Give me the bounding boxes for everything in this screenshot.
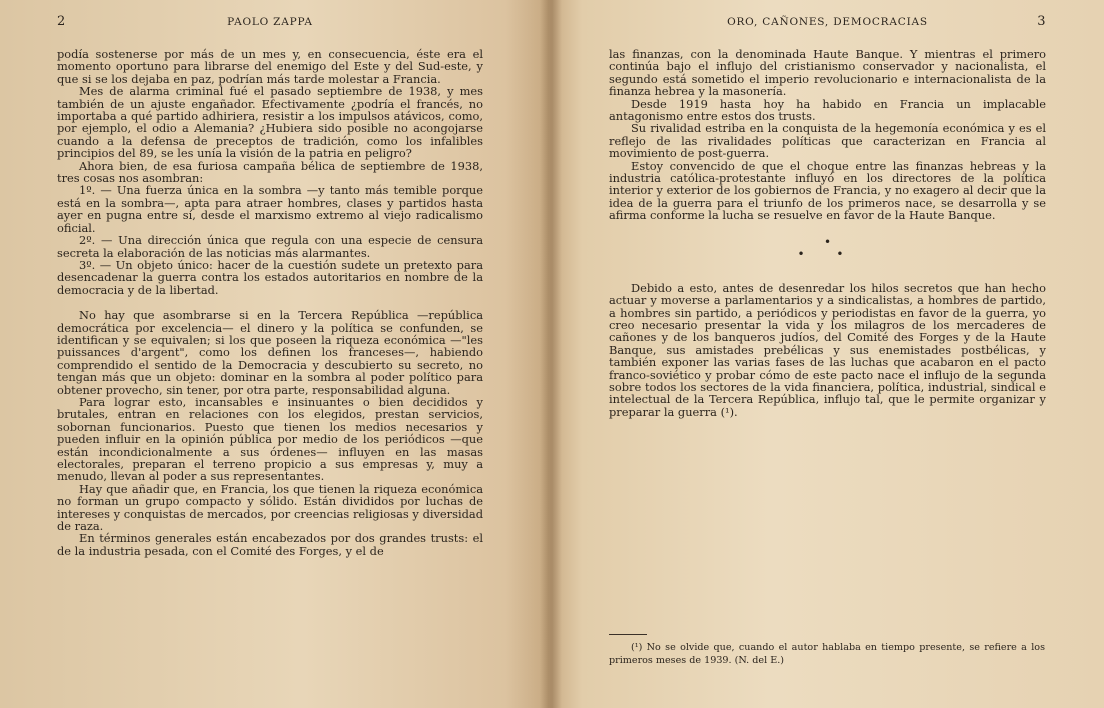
paragraph: Hay que añadir que, en Francia, los que tienen la riqueza económica no forman un grupo compacto y sólido. Están divididos por luchas de intereses y conquistas de mercados, por creencias religiosas y diversidad de raza.: [57, 481, 483, 534]
right-page-number: 3: [1037, 14, 1046, 29]
paragraph: 3º. — Un objeto único: hacer de la cuestión sudete un pretexto para desencadenar la guerra contra los estados autoritarios en nombre de la democracia y de la libertad.: [57, 257, 483, 297]
left-running-head: [57, 14, 483, 36]
section-break-top: •: [823, 234, 832, 249]
left-page: [0, 0, 549, 708]
right-running-head: [609, 14, 1046, 36]
paragraph: Su rivalidad estriba en la conquista de la hegemonía económica y es el reflejo de las rivalidades políticas que caracterizan en Francia al movimiento de post-guerra.: [609, 121, 1046, 161]
paragraph: Mes de alarma criminal fué el pasado septiembre de 1938, y mes también de un ajuste engañador. Efectivamente ¿podría el francés, no importaba a qué partido adhiriera, resistir a los impulsos atávicos, como, por ejemplo, el odio a Alemania? ¿Hubiera sido posible no acongojarse cuando a la defensa de preceptos de tradición, como los infalibles principios del 89, se les unía la visión de la patria en peligro?: [57, 84, 483, 161]
left-page-text: [57, 48, 483, 557]
right-header-title: ORO, CAÑONES, DEMOCRACIAS: [727, 16, 928, 28]
paragraph: Debido a esto, antes de desenredar los hilos secretos que han hecho actuar y moverse a parlamentarios y a sindicalistas, a hombres de partido, a hombres sin partido, a periódicos y periodistas en favor de la guerra, yo creo necesario presentar la vida y los milagros de los mercaderes de cañones y de los banqueros judíos, del Comité des Forges y de la Haute Banque, sus amistades prebélicas y sus enemistades postbélicas, y también exponer las varias fases de las luchas que acabaron en el pacto franco-soviético y probar cómo de este pacto nace el influjo de la segunda sobre todos los sectores de la vida financiera, política, industrial, sindical e intelectual de la Tercera República, influjo tal, que le permite organizar y preparar la guerra (¹).: [609, 280, 1046, 419]
paragraph: Estoy convencido de que el choque entre las finanzas hebreas y la industria católica-protestante influyó en los directores de la política interior y exterior de los gobiernos de Francia, y no exagero al decir que la idea de la guerra para el triunfo de los primeros nace, se desarrolla y se afirma conforme la lucha se resuelve en favor de la Haute Banque.: [609, 158, 1046, 223]
paragraph: No hay que asombrarse si en la Tercera República —república democrática por excelencia— el dinero y la política se confunden, se identifican y se equivalen; si los que poseen la riqueza económica —"les puissances d'argent", como los definen los franceses—, habiendo comprendido el sentido de la Democracia y descubierto su secreto, no tengan más que un objeto: dominar en la sombra al poder político para obtener provecho, sin tener, por otra parte, responsabilidad alguna.: [57, 308, 483, 397]
paragraph: las finanzas, con la denominada Haute Banque. Y mientras el primero continúa bajo el influjo del cristianismo conservador y nacionalista, el segundo está sometido el imperio revolucionario e internacionalista de la finanza hebrea y la masonería.: [609, 47, 1046, 99]
paragraph: Desde 1919 hasta hoy ha habido en Francia un implacable antagonismo entre estos dos trusts.: [609, 96, 1046, 124]
left-header-title: PAOLO ZAPPA: [227, 16, 313, 28]
section-break-bottom: • •: [797, 246, 858, 261]
right-page: [549, 0, 1104, 708]
left-page-number: 2: [57, 14, 66, 29]
paragraph: En términos generales están encabezados por dos grandes trusts: el de la industria pesada, con el Comité des Forges, y el de: [57, 531, 483, 558]
paragraph: Ahora bien, de esa furiosa campaña bélica de septiembre de 1938, tres cosas nos asombran:: [57, 158, 483, 186]
paragraph: Para lograr esto, incansables e insinuantes o bien decididos y brutales, entran en relaciones con los elegidos, prestan servicios, sobornan funcionarios. Puesto que tienen los medios necesarios y pueden influir en la opinión pública por medio de los periódicos —que están incondicionalmente a sus órdenes— influyen en las masas electorales, preparan el terreno propicio a sus empresas y, muy a menudo, llevan al poder a sus representantes.: [57, 394, 483, 484]
footnote: (¹) No se olvide que, cuando el autor hablaba en tiempo presente, se refiere a los primeros meses de 1939. (N. del E.): [609, 642, 1045, 666]
right-page-text: [609, 48, 1046, 418]
paragraph: podía sostenerse por más de un mes y, en consecuencia, éste era el momento oportuno para librarse del enemigo del Este y del Sud-este, y que si se los dejaba en paz, podrían más tarde molestar a Francia.: [57, 47, 483, 86]
footnote-rule: [609, 634, 647, 635]
paragraph: 1º. — Una fuerza única en la sombra —y tanto más temible porque está en la sombra—, apta para atraer hombres, clases y partidos hasta ayer en pugna entre sí, desde el marxismo extremo al viejo radicalismo oficial.: [57, 183, 483, 235]
section-break: [609, 236, 1046, 260]
paragraph: 2º. — Una dirección única que regula con una especie de censura secreta la elaboración de las noticias más alarmantes.: [57, 233, 483, 260]
